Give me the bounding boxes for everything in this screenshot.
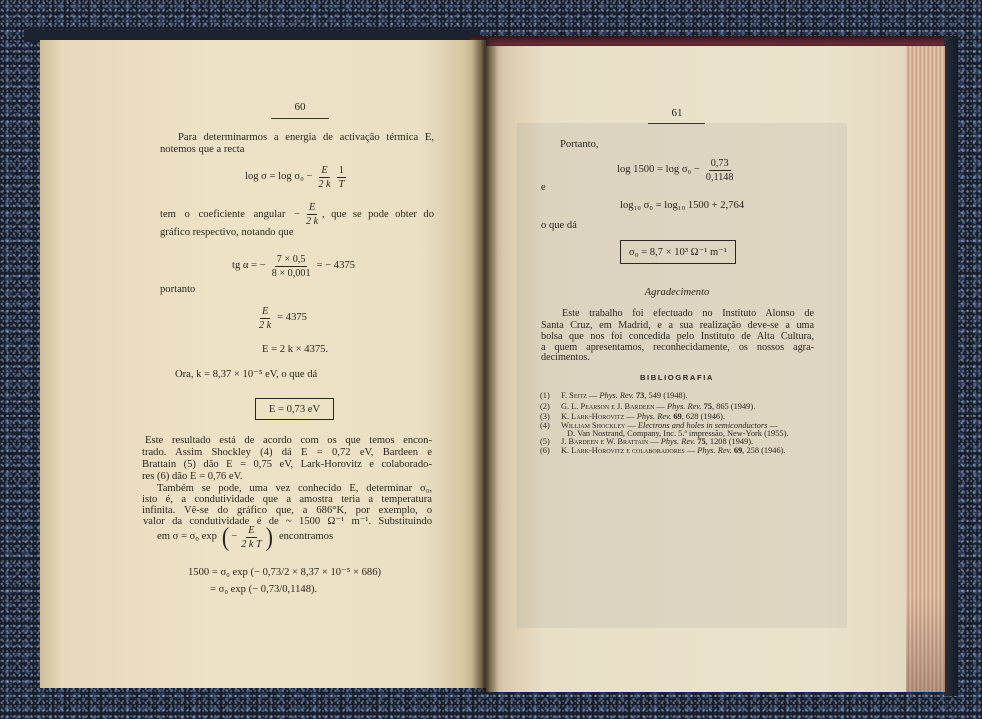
reference-journal: Phys. Rev. <box>636 412 672 421</box>
acknowledgement-line-4: a quem apresentamos, reconhecidamente, os nossos agra- <box>541 342 814 353</box>
reference-volume: 69 <box>673 412 682 421</box>
reference-tail: , 258 (1946). <box>742 446 786 455</box>
fraction-e-over-2k <box>304 202 320 227</box>
reference-journal: Phys. Rev. <box>697 446 732 455</box>
book-gutter-shadow <box>472 38 498 694</box>
formula-lhs: em σ = σ₀ exp <box>157 531 217 542</box>
reference-tail: , 1208 (1949). <box>705 437 754 446</box>
fraction <box>270 254 313 279</box>
reference-author: K. Lark-Horovitz e colaboradores <box>561 446 685 455</box>
reference-number: (4) <box>540 421 550 430</box>
sigma-line-1: Também se pode, uma vez conhecido E, determinar σ₀, <box>157 483 432 494</box>
reference-number: (5) <box>540 437 550 446</box>
acknowledgement-line-2: Santa Cruz, em Madrid, e a sua realização deve-se a uma <box>541 320 814 331</box>
reference-journal: Phys. Rev. <box>660 437 696 446</box>
reference-tail: , 865 (1949). <box>711 402 756 411</box>
formula-substitution <box>157 521 334 552</box>
reference-number: (3) <box>540 412 550 421</box>
page-edges-stack <box>905 46 945 692</box>
fraction <box>704 158 736 183</box>
formula-e: E = 2 k × 4375. <box>262 344 329 355</box>
reference-number: (2) <box>540 402 550 411</box>
intro-line-2: notemos que a recta <box>160 144 245 155</box>
calc-line-2: = σ₀ exp (− 0,73/0,1148). <box>210 584 318 595</box>
slope-line-start: tem o coeficiente angular − <box>160 209 300 220</box>
denominator: 2 k <box>318 178 331 190</box>
numerator: 0,73 <box>710 157 729 169</box>
reference-text <box>561 402 755 411</box>
reference-number: (6) <box>540 446 550 455</box>
denominator: T <box>338 178 345 190</box>
reference-number: (1) <box>540 391 550 400</box>
acknowledgement-line-3: bolsa que nos foi concedida pelo Instituto de Alta Cultura, <box>541 331 814 342</box>
numerator: E <box>308 202 316 213</box>
acknowledgement-line-5: decimentos. <box>541 352 590 363</box>
reference-author: G. L. Pearson e J. Bardeen <box>561 402 655 411</box>
page-number: 61 <box>671 107 683 119</box>
reference-separator: — <box>684 446 698 455</box>
formula-rhs: encontramos <box>278 531 334 542</box>
formula-lhs: log 1500 = log σ₀ − <box>617 164 700 175</box>
sigma-line-4: valor da condutividade é de ~ 1500 Ω⁻¹ m⁻¹. Substituindo <box>143 516 432 527</box>
reference-title: Electrons and holes in semiconductors <box>637 421 768 430</box>
reference-separator: — <box>654 402 667 411</box>
agreement-line-4: res (6) dão E = 0,76 eV. <box>142 471 243 482</box>
reference-tail: , 549 (1948). <box>644 391 688 400</box>
reference-text <box>561 437 753 446</box>
cover-right-edge <box>944 36 958 696</box>
reference-separator: — <box>625 421 638 430</box>
fraction-e-over-2kt <box>239 525 263 550</box>
formula-lhs: tg α = − <box>232 260 266 271</box>
e-line: e <box>541 182 546 193</box>
reference-author: William Shockley <box>561 421 626 430</box>
agreement-line-2: trado. Assim Shockley (4) dá E = 0,72 eV, Bardeen e <box>142 447 432 458</box>
reference-separator: — <box>624 412 637 421</box>
close-paren: ) <box>265 521 273 552</box>
numerator: E <box>261 305 269 317</box>
numerator: E <box>248 524 255 536</box>
page-number-rule <box>648 123 705 124</box>
reference-text <box>561 446 786 455</box>
graph-line: gráfico respectivo, notando que <box>160 227 294 238</box>
acknowledgement-line-1: Este trabalho foi efectuado no Instituto Alonso de <box>562 308 814 319</box>
numerator: E <box>321 164 328 176</box>
formula-tg-alpha <box>232 252 355 280</box>
ora-line: Ora, k = 8,37 × 10⁻⁵ eV, o que dá <box>175 369 318 380</box>
reference-text <box>561 412 725 421</box>
reference-author: F. Seitz <box>561 391 587 400</box>
fraction-e-over-2k <box>257 306 273 331</box>
formula-rhs: = 4375 <box>277 312 307 323</box>
denominator: 0,1148 <box>705 171 734 183</box>
page-number: 60 <box>294 101 306 113</box>
right-page <box>486 46 906 692</box>
reference-tail: , 628 (1946). <box>681 412 725 421</box>
reference-tail: — <box>767 421 778 430</box>
formula-log10: log₁₀ σ₀ = log₁₀ 1500 + 2,764 <box>620 200 745 211</box>
reference-volume: 73 <box>635 391 645 400</box>
open-paren: ( <box>221 521 230 552</box>
o-que-da-line: o que dá <box>541 220 577 231</box>
fraction-1-over-t <box>337 165 347 190</box>
bibliography-heading: BIBLIOGRAFIA <box>639 373 715 382</box>
page-number-rule <box>271 118 329 119</box>
intro-line-1: Para determinarmos a energia de activação térmica E, <box>178 132 434 143</box>
reference-separator: — <box>586 391 600 400</box>
denominator: 2 k <box>306 216 319 227</box>
agreement-line-1: Este resultado está de acordo com os que temos encon- <box>145 435 432 446</box>
sigma-line-2: isto é, a condutividade que a amostra teria a temperatura <box>142 494 432 505</box>
minus-sign: − <box>231 531 238 542</box>
denominator: 2 k <box>259 319 272 331</box>
reference-continuation: D. Van Nostrand, Company, Inc. 5.ª impressão, New-York (1955). <box>567 429 789 438</box>
reference-separator: — <box>648 437 661 446</box>
boxed-result-sigma: σ₀ = 8,7 × 10³ Ω⁻¹ m⁻¹ <box>620 240 736 264</box>
formula-log-1500 <box>617 157 736 183</box>
reference-volume: 69 <box>733 446 743 455</box>
fraction-e-over-2k <box>316 165 332 190</box>
slope-line-end: , que se pode obter do <box>322 209 434 220</box>
numerator: 1 <box>338 164 344 176</box>
reference-author: K. Lark-Horovitz <box>561 412 625 421</box>
numerator: 7 × 0,5 <box>276 253 306 265</box>
formula-lhs: log σ = log σ₀ − <box>245 171 313 182</box>
portanto-line: Portanto, <box>560 139 599 150</box>
denominator: 8 × 0,001 <box>271 267 311 279</box>
reference-text <box>561 391 688 400</box>
reference-volume: 75 <box>697 437 706 446</box>
reference-journal: Phys. Rev. <box>666 402 702 411</box>
acknowledgement-heading: Agradecimento <box>644 287 710 298</box>
agreement-line-3: Brattain (5) dão E = 0,75 eV, Lark-Horovitz e colaborado- <box>142 459 432 470</box>
formula-rhs: = − 4375 <box>316 260 355 271</box>
boxed-result-e: E = 0,73 eV <box>255 398 334 420</box>
reference-volume: 75 <box>703 402 712 411</box>
denominator: 2 k T <box>241 538 262 550</box>
reference-journal: Phys. Rev. <box>599 391 634 400</box>
reference-author: J. Bardeen e W. Brattain <box>561 437 649 446</box>
left-page <box>40 40 486 688</box>
formula-log-sigma <box>245 164 346 190</box>
calc-line-1: 1500 = σ₀ exp (− 0,73/2 × 8,37 × 10⁻⁵ × 686) <box>188 567 382 578</box>
formula-ratio <box>257 305 307 331</box>
portanto-line: portanto <box>160 284 196 295</box>
sigma-line-3: infinita. Vê-se do gráfico que, a 686°K, por exemplo, o <box>142 505 432 516</box>
